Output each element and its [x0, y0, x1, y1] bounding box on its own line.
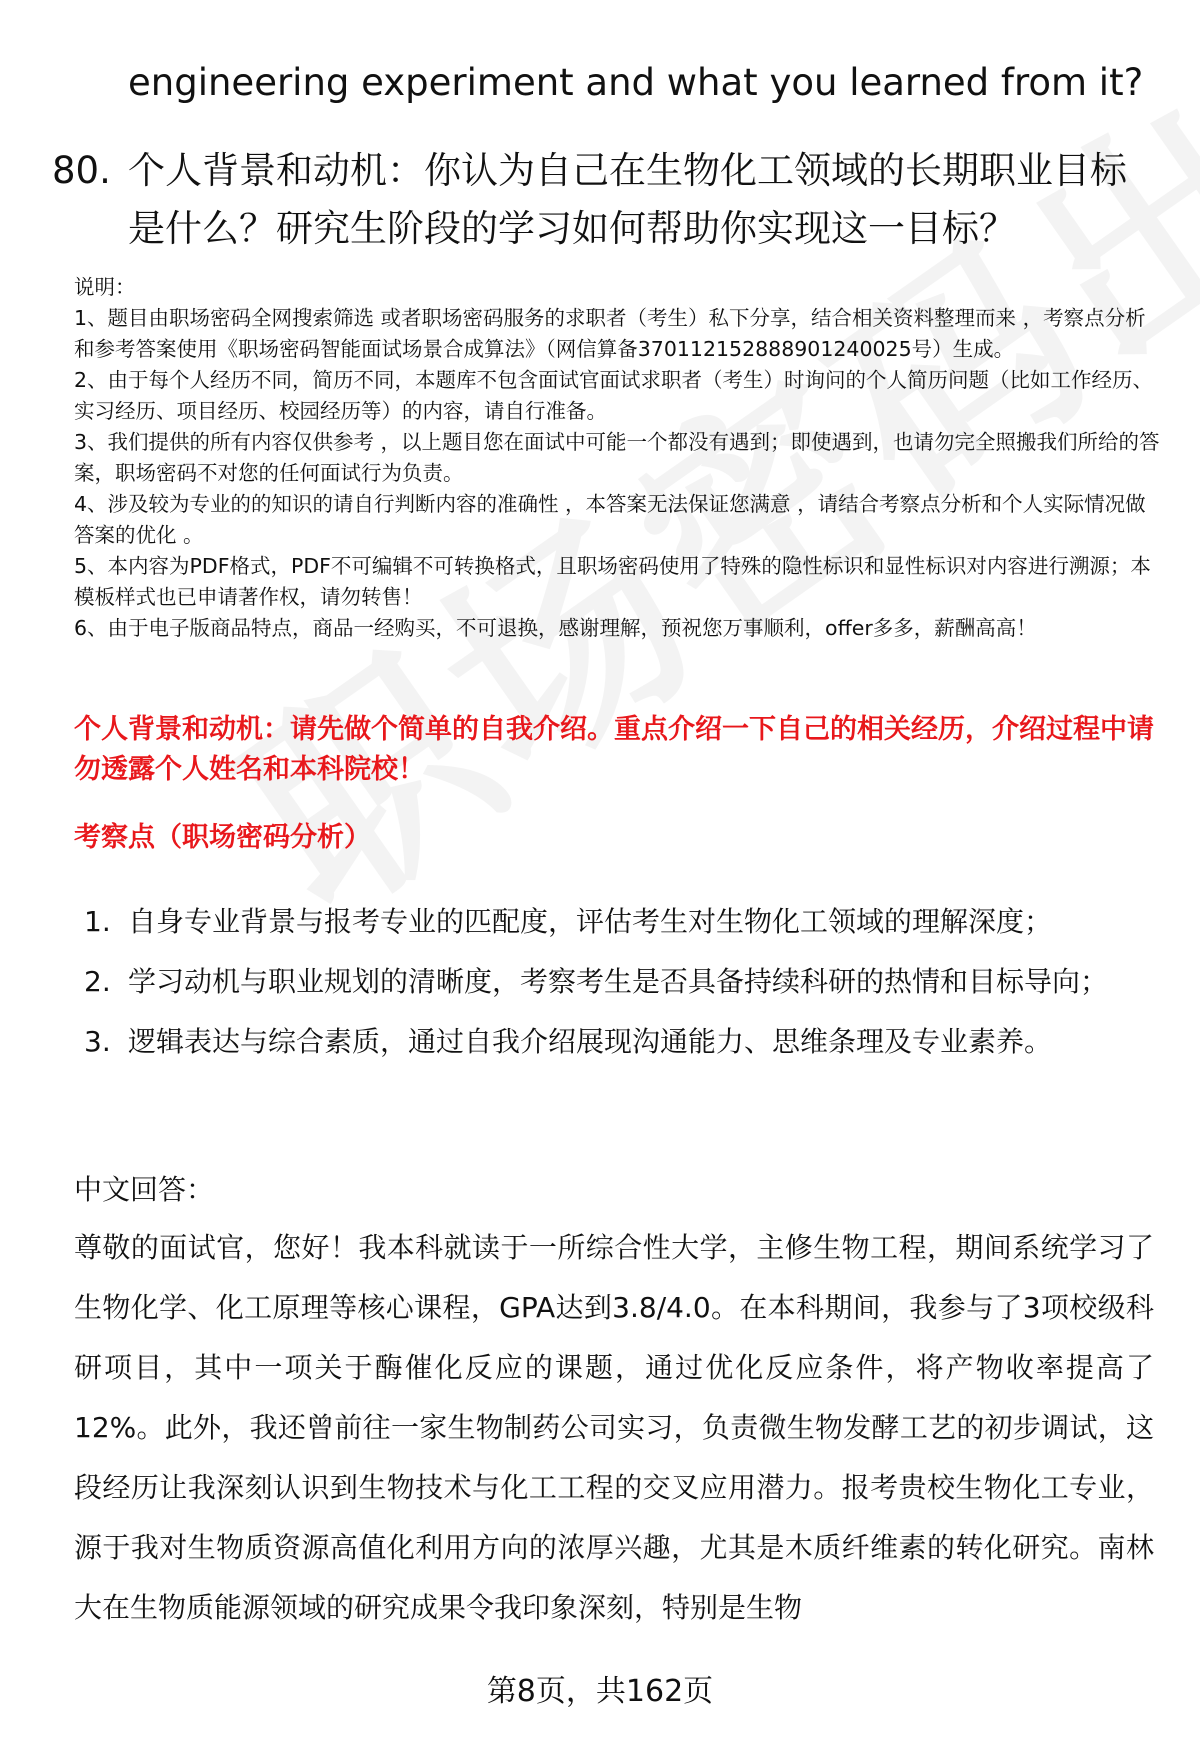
notes-item: 5、本内容为PDF格式，PDF不可编辑不可转换格式，且职场密码使用了特殊的隐性标识和显性标识对内容进行溯源；本模板样式也已申请著作权，请勿转售！: [74, 554, 1151, 609]
analysis-point-text: 自身专业背景与报考专业的匹配度，评估考生对生物化工领域的理解深度；: [128, 905, 1053, 938]
analysis-points-list: [84, 892, 1154, 1072]
analysis-point-number: 1.: [84, 905, 111, 938]
notes-item: 2、由于每个人经历不同，简历不同，本题库不包含面试官面试求职者（考生）时询问的个人简历问题（比如工作经历、实习经历、项目经历、校园经历等）的内容，请自行准备。: [74, 368, 1154, 423]
notes-item: 3、我们提供的所有内容仅供参考 ，以上题目您在面试中可能一个都没有遇到；即使遇到，也请勿完全照搬我们所给的答案，职场密码不对您的任何面试行为负责。: [74, 430, 1160, 485]
analysis-point: [84, 892, 1154, 952]
notes-item: 1、题目由职场密码全网搜索筛选 或者职场密码服务的求职者（考生）私下分享，结合相关资料整理而来 ，考察点分析和参考答案使用《职场密码智能面试场景合成算法》（网信算备370112152888901240025号）生成。: [74, 306, 1146, 361]
analysis-point: [84, 1012, 1154, 1072]
question-number: 80.: [52, 149, 111, 192]
analysis-point-number: 3.: [84, 1025, 111, 1058]
answer-label: 中文回答：: [74, 1173, 215, 1206]
analysis-point-text: 学习动机与职业规划的清晰度，考察考生是否具备持续科研的热情和目标导向；: [128, 965, 1109, 998]
analysis-title: 考察点（职场密码分析）: [74, 822, 371, 853]
question-text: 个人背景和动机：你认为自己在生物化工领域的长期职业目标是什么？研究生阶段的学习如何帮助你实现这一目标？: [128, 149, 1127, 250]
page-footer: 第8页，共162页: [486, 1674, 714, 1709]
analysis-point-text: 逻辑表达与综合素质，通过自我介绍展现沟通能力、思维条理及专业素养。: [128, 1025, 1053, 1058]
notes-title: 说明：: [74, 275, 136, 299]
answer-text: 尊敬的面试官，您好！我本科就读于一所综合性大学，主修生物工程，期间系统学习了生物化学、化工原理等核心课程，GPA达到3.8/4.0。在本科期间，我参与了3项校级科研项目，其中一项关于酶催化反应的课题，通过优化反应条件，将产物收率提高了12%。此外，我还曾前往一家生物制药公司实习，负责微生物发酵工艺的初步调试，这段经历让我深刻认识到生物技术与化工工程的交叉应用潜力。报考贵校生物化工专业，源于我对生物质资源高值化利用方向的浓厚兴趣，尤其是木质纤维素的转化研究。南林大在生物质能源领域的研究成果令我印象深刻，特别是生物: [74, 1231, 1154, 1624]
analysis-point-number: 2.: [84, 965, 111, 998]
notes-item: 6、由于电子版商品特点，商品一经购买，不可退换，感谢理解，预祝您万事顺利，offer多多，薪酬高高！: [74, 616, 1037, 640]
notes-item: 4、涉及较为专业的的知识的请自行判断内容的准确性 ，本答案无法保证您满意 ，请结合考察点分析和个人实际情况做答案的优化 。: [74, 492, 1146, 547]
question-block: [52, 142, 1152, 258]
previous-question-continuation: engineering experiment and what you learned from it?: [128, 61, 1144, 104]
notes-section: [74, 272, 1162, 644]
sub-question-heading: 个人背景和动机：请先做个简单的自我介绍。重点介绍一下自己的相关经历，介绍过程中请勿透露个人姓名和本科院校！: [74, 714, 1154, 785]
analysis-point: [84, 952, 1154, 1012]
